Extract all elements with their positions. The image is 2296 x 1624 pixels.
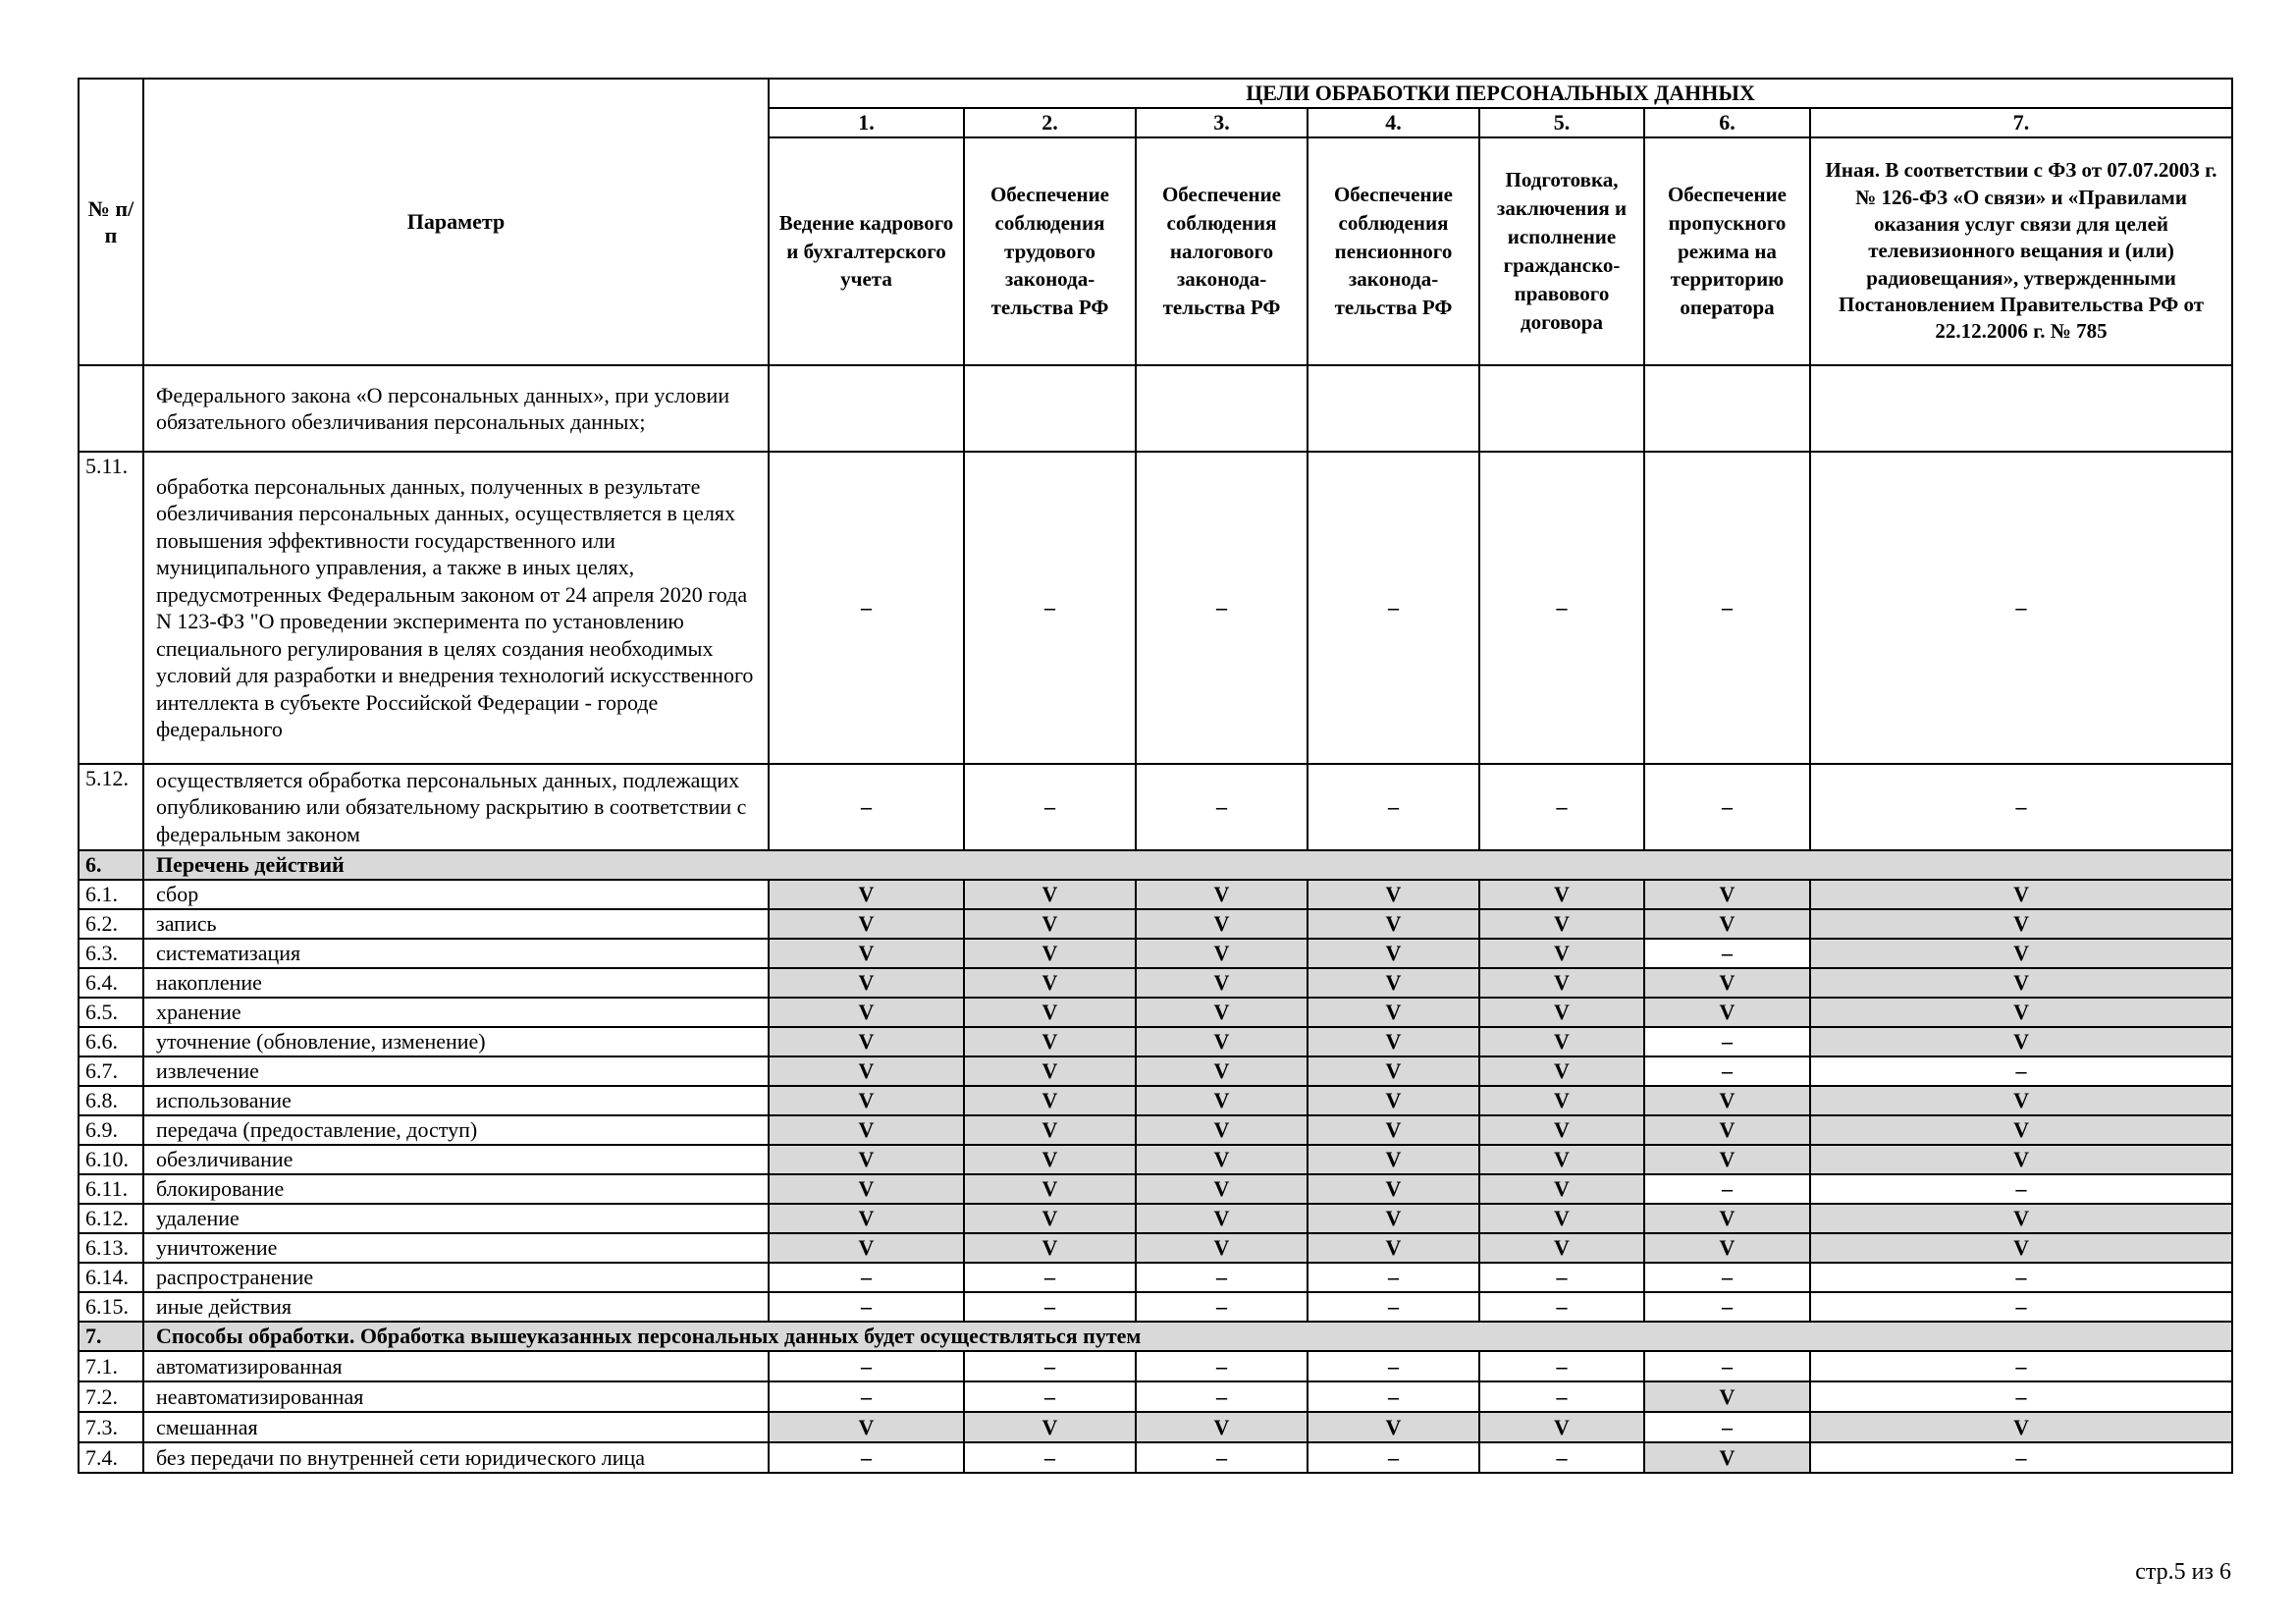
table-body [79, 365, 2232, 1473]
cell-value: – [1479, 1263, 1644, 1292]
table-row [79, 1233, 2232, 1263]
table-row [79, 998, 2232, 1027]
cell-value: – [1644, 1056, 1810, 1086]
table-row [79, 1442, 2232, 1473]
row-number: 7.1. [79, 1351, 143, 1381]
cell-value: – [1308, 1351, 1479, 1381]
row-number [79, 365, 143, 452]
row-parameter: обезличивание [143, 1145, 769, 1174]
header-col-label: Обеспечение пропускного режима на территорию оператора [1644, 137, 1810, 365]
cell-value: V [1136, 1233, 1308, 1263]
cell-value: V [1644, 1086, 1810, 1115]
row-parameter: хранение [143, 998, 769, 1027]
cell-value [964, 365, 1136, 452]
cell-value: V [1136, 998, 1308, 1027]
cell-value: – [964, 1381, 1136, 1412]
row-number: 6.3. [79, 939, 143, 968]
header-num: № п/п [79, 79, 143, 365]
table-row [79, 1174, 2232, 1204]
table-row [79, 1086, 2232, 1115]
section-number: 6. [79, 850, 143, 880]
table-row [79, 1263, 2232, 1292]
cell-value: – [964, 1292, 1136, 1322]
cell-value: V [1308, 998, 1479, 1027]
cell-value: V [1136, 939, 1308, 968]
cell-value: – [964, 1442, 1136, 1473]
table-header [79, 79, 2232, 365]
cell-value: V [1644, 968, 1810, 998]
cell-value: – [1644, 1027, 1810, 1056]
cell-value: – [1810, 1442, 2232, 1473]
cell-value: V [964, 909, 1136, 939]
row-number: 6.12. [79, 1204, 143, 1233]
cell-value: V [1479, 880, 1644, 909]
cell-value: – [769, 1351, 964, 1381]
table-row [79, 1292, 2232, 1322]
cell-value: V [1308, 1027, 1479, 1056]
row-number: 6.7. [79, 1056, 143, 1086]
section-header [79, 850, 2232, 880]
header-col-label: Обеспечение соблюдения трудового законода-тельства РФ [964, 137, 1136, 365]
cell-value: – [1136, 1292, 1308, 1322]
cell-value: V [964, 939, 1136, 968]
cell-value: V [1136, 1174, 1308, 1204]
row-parameter: смешанная [143, 1412, 769, 1442]
cell-value: – [1308, 1292, 1479, 1322]
table-row [79, 1056, 2232, 1086]
cell-value: – [1136, 452, 1308, 764]
cell-value: V [1308, 1204, 1479, 1233]
cell-value: V [1136, 909, 1308, 939]
cell-value: V [1644, 998, 1810, 1027]
cell-value: V [1308, 939, 1479, 968]
cell-value: V [1810, 1027, 2232, 1056]
table-row [79, 452, 2232, 764]
row-parameter: уточнение (обновление, изменение) [143, 1027, 769, 1056]
row-number: 6.2. [79, 909, 143, 939]
cell-value: V [1644, 1204, 1810, 1233]
cell-value: – [1644, 1292, 1810, 1322]
row-number: 6.10. [79, 1145, 143, 1174]
cell-value: – [964, 1263, 1136, 1292]
cell-value: V [769, 909, 964, 939]
page-number: стр.5 из 6 [2135, 1559, 2231, 1585]
cell-value: – [769, 764, 964, 850]
cell-value: V [1810, 998, 2232, 1027]
header-col-num: 7. [1810, 108, 2232, 137]
header-col-label: Ведение кадрового и бухгалтерского учета [769, 137, 964, 365]
cell-value: – [1136, 1351, 1308, 1381]
row-parameter: обработка персональных данных, полученных в результате обезличивания персональных данных, осуществляется в целях повышения эффективности государственного или муниципального управления, а также в иных целях, предусмотренных Федеральным законом от 24 апреля 2020 года N 123-ФЗ "О проведении эксперимента по установлению специального регулирования в целях создания необходимых условий для разработки и внедрения технологий искусственного интеллекта в субъекте Российской Федерации - городе федерального [143, 452, 769, 764]
cell-value: V [769, 998, 964, 1027]
cell-value: V [1308, 880, 1479, 909]
cell-value: – [1810, 1056, 2232, 1086]
table-row [79, 1027, 2232, 1056]
table-row [79, 365, 2232, 452]
cell-value: – [1810, 1263, 2232, 1292]
cell-value: V [1479, 1145, 1644, 1174]
row-parameter: запись [143, 909, 769, 939]
header-group: ЦЕЛИ ОБРАБОТКИ ПЕРСОНАЛЬНЫХ ДАННЫХ [769, 79, 2232, 108]
cell-value: V [1308, 1145, 1479, 1174]
cell-value: V [1644, 1233, 1810, 1263]
cell-value: – [1136, 1381, 1308, 1412]
table-row [79, 1115, 2232, 1145]
cell-value: V [1479, 1056, 1644, 1086]
header-col-label: Подготовка, заключения и исполнение гражданско-правового договора [1479, 137, 1644, 365]
row-parameter: удаление [143, 1204, 769, 1233]
row-number: 7.3. [79, 1412, 143, 1442]
cell-value: V [964, 1412, 1136, 1442]
cell-value: – [1810, 764, 2232, 850]
cell-value: – [1644, 764, 1810, 850]
table-row [79, 1412, 2232, 1442]
table-row [79, 1145, 2232, 1174]
cell-value: V [1308, 909, 1479, 939]
cell-value: – [1810, 452, 2232, 764]
cell-value: – [1479, 1381, 1644, 1412]
cell-value: V [1644, 1145, 1810, 1174]
cell-value: V [1136, 1056, 1308, 1086]
cell-value: V [769, 968, 964, 998]
cell-value [1644, 365, 1810, 452]
cell-value: – [1479, 1351, 1644, 1381]
cell-value: – [769, 452, 964, 764]
cell-value: V [1644, 909, 1810, 939]
row-parameter: автоматизированная [143, 1351, 769, 1381]
cell-value: V [1136, 1145, 1308, 1174]
cell-value: – [1644, 1263, 1810, 1292]
cell-value: V [1479, 1233, 1644, 1263]
row-parameter: блокирование [143, 1174, 769, 1204]
cell-value: V [964, 1233, 1136, 1263]
cell-value: V [769, 1115, 964, 1145]
cell-value: V [769, 1174, 964, 1204]
table-row [79, 880, 2232, 909]
row-number: 6.11. [79, 1174, 143, 1204]
cell-value [1308, 365, 1479, 452]
cell-value: V [1644, 880, 1810, 909]
row-parameter: без передачи по внутренней сети юридического лица [143, 1442, 769, 1473]
row-parameter: передача (предоставление, доступ) [143, 1115, 769, 1145]
cell-value [1136, 365, 1308, 452]
row-number: 6.13. [79, 1233, 143, 1263]
header-col-label: Обеспечение соблюдения пенсионного законода-тельства РФ [1308, 137, 1479, 365]
row-number: 6.1. [79, 880, 143, 909]
cell-value: V [1810, 1145, 2232, 1174]
cell-value: V [1479, 1412, 1644, 1442]
table-row [79, 1204, 2232, 1233]
cell-value: V [964, 1086, 1136, 1115]
row-number: 6.14. [79, 1263, 143, 1292]
cell-value: V [769, 1145, 964, 1174]
cell-value: – [1308, 1381, 1479, 1412]
cell-value: – [1644, 939, 1810, 968]
header-col-num: 5. [1479, 108, 1644, 137]
table-row [79, 909, 2232, 939]
row-parameter: распространение [143, 1263, 769, 1292]
cell-value [1479, 365, 1644, 452]
cell-value: V [964, 1115, 1136, 1145]
header-col-label: Обеспечение соблюдения налогового законода-тельства РФ [1136, 137, 1308, 365]
cell-value: V [1479, 1027, 1644, 1056]
cell-value: V [1810, 1233, 2232, 1263]
cell-value: – [1644, 452, 1810, 764]
cell-value: V [964, 1145, 1136, 1174]
header-col-num: 6. [1644, 108, 1810, 137]
cell-value: V [1479, 998, 1644, 1027]
section-title: Перечень действий [143, 850, 2232, 880]
cell-value: V [964, 1204, 1136, 1233]
row-parameter: накопление [143, 968, 769, 998]
cell-value: V [1136, 968, 1308, 998]
cell-value: V [1308, 1056, 1479, 1086]
header-col-num: 2. [964, 108, 1136, 137]
cell-value: V [769, 1056, 964, 1086]
cell-value: V [1479, 1174, 1644, 1204]
cell-value: V [1479, 968, 1644, 998]
table-row [79, 1351, 2232, 1381]
cell-value: – [1810, 1292, 2232, 1322]
cell-value: V [1479, 939, 1644, 968]
cell-value: V [1810, 968, 2232, 998]
cell-value: – [1136, 1263, 1308, 1292]
cell-value: V [1136, 1204, 1308, 1233]
cell-value: V [1644, 1115, 1810, 1145]
cell-value: V [769, 1204, 964, 1233]
cell-value: V [1479, 1115, 1644, 1145]
cell-value: – [964, 764, 1136, 850]
cell-value: – [1308, 1442, 1479, 1473]
cell-value: V [1810, 1204, 2232, 1233]
row-number: 6.5. [79, 998, 143, 1027]
cell-value: V [1136, 1412, 1308, 1442]
cell-value: V [1479, 1086, 1644, 1115]
cell-value: V [1644, 1442, 1810, 1473]
table-row [79, 764, 2232, 850]
cell-value: V [1479, 909, 1644, 939]
cell-value [1810, 365, 2232, 452]
cell-value: V [1308, 968, 1479, 998]
table-row [79, 968, 2232, 998]
cell-value: V [1136, 1086, 1308, 1115]
cell-value: V [769, 1027, 964, 1056]
cell-value: – [1644, 1174, 1810, 1204]
header-col-label: Иная. В соответствии с ФЗ от 07.07.2003 г. № 126-ФЗ «О связи» и «Правилами оказания услуг связи для целей телевизионного вещания и (или) радиовещания», утвержденными Постановлением Правительства РФ от 22.12.2006 г. № 785 [1810, 137, 2232, 365]
cell-value: V [1136, 1027, 1308, 1056]
cell-value: – [1479, 1442, 1644, 1473]
cell-value: – [769, 1381, 964, 1412]
cell-value: – [1644, 1412, 1810, 1442]
table-row [79, 1381, 2232, 1412]
cell-value: – [1136, 1442, 1308, 1473]
cell-value [769, 365, 964, 452]
cell-value: – [1479, 452, 1644, 764]
personal-data-purposes-table [78, 78, 2233, 1474]
row-number: 6.15. [79, 1292, 143, 1322]
cell-value: – [964, 1351, 1136, 1381]
header-col-num: 4. [1308, 108, 1479, 137]
cell-value: V [769, 1412, 964, 1442]
cell-value: – [1136, 764, 1308, 850]
cell-value: V [964, 968, 1136, 998]
row-number: 7.4. [79, 1442, 143, 1473]
row-parameter: извлечение [143, 1056, 769, 1086]
cell-value: V [1308, 1115, 1479, 1145]
row-parameter: осуществляется обработка персональных данных, подлежащих опубликованию или обязательному раскрытию в соответствии с федеральным законом [143, 764, 769, 850]
cell-value: V [964, 1027, 1136, 1056]
row-parameter: Федерального закона «О персональных данных», при условии обязательного обезличивания персональных данных; [143, 365, 769, 452]
cell-value: V [769, 1233, 964, 1263]
cell-value: V [1308, 1174, 1479, 1204]
cell-value: V [1308, 1233, 1479, 1263]
row-parameter: иные действия [143, 1292, 769, 1322]
cell-value: V [964, 880, 1136, 909]
row-parameter: использование [143, 1086, 769, 1115]
row-number: 5.12. [79, 764, 143, 850]
cell-value: V [1810, 939, 2232, 968]
cell-value: V [964, 1056, 1136, 1086]
cell-value: – [1308, 764, 1479, 850]
cell-value: – [1308, 1263, 1479, 1292]
cell-value: – [769, 1442, 964, 1473]
row-parameter: уничтожение [143, 1233, 769, 1263]
cell-value: – [1810, 1381, 2232, 1412]
cell-value: V [1810, 1412, 2232, 1442]
cell-value: V [1810, 909, 2232, 939]
cell-value: – [769, 1292, 964, 1322]
section-header [79, 1322, 2232, 1351]
cell-value: V [1810, 1115, 2232, 1145]
section-title: Способы обработки. Обработка вышеуказанных персональных данных будет осуществляться путем [143, 1322, 2232, 1351]
cell-value: V [964, 998, 1136, 1027]
cell-value: V [1308, 1412, 1479, 1442]
cell-value: – [1308, 452, 1479, 764]
row-number: 5.11. [79, 452, 143, 764]
cell-value: – [1644, 1351, 1810, 1381]
row-parameter: систематизация [143, 939, 769, 968]
row-number: 7.2. [79, 1381, 143, 1412]
row-parameter: неавтоматизированная [143, 1381, 769, 1412]
cell-value: V [769, 939, 964, 968]
row-number: 6.8. [79, 1086, 143, 1115]
cell-value: – [964, 452, 1136, 764]
cell-value: V [1810, 1086, 2232, 1115]
header-col-num: 1. [769, 108, 964, 137]
cell-value: V [964, 1174, 1136, 1204]
header-col-num: 3. [1136, 108, 1308, 137]
cell-value: V [1136, 1115, 1308, 1145]
header-param: Параметр [143, 79, 769, 365]
row-number: 6.4. [79, 968, 143, 998]
cell-value: V [1644, 1381, 1810, 1412]
cell-value: V [1308, 1086, 1479, 1115]
section-number: 7. [79, 1322, 143, 1351]
row-parameter: сбор [143, 880, 769, 909]
cell-value: V [1136, 880, 1308, 909]
cell-value: V [1479, 1204, 1644, 1233]
cell-value: – [769, 1263, 964, 1292]
row-number: 6.9. [79, 1115, 143, 1145]
row-number: 6.6. [79, 1027, 143, 1056]
cell-value: – [1810, 1174, 2232, 1204]
cell-value: V [1810, 880, 2232, 909]
cell-value: – [1479, 1292, 1644, 1322]
cell-value: – [1810, 1351, 2232, 1381]
cell-value: V [769, 1086, 964, 1115]
table-row [79, 939, 2232, 968]
cell-value: V [769, 880, 964, 909]
cell-value: – [1479, 764, 1644, 850]
